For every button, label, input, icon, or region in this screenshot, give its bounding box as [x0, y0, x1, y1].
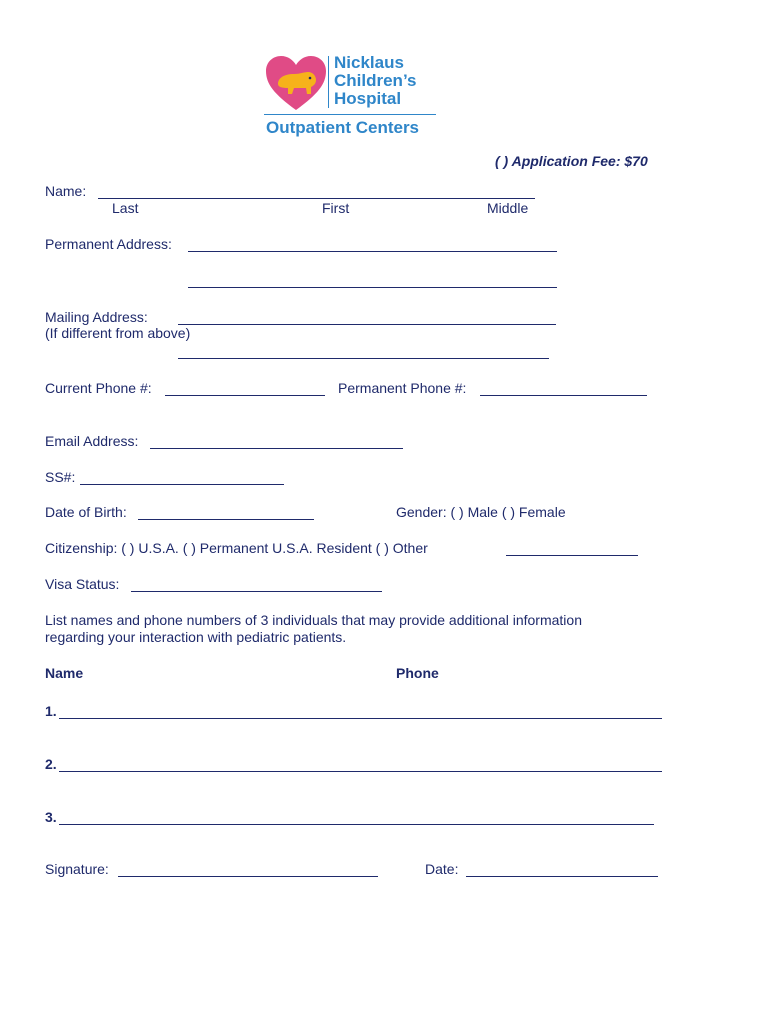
current-phone-line[interactable]: [165, 380, 325, 396]
citizenship-other-line[interactable]: [506, 540, 638, 556]
date-line[interactable]: [466, 861, 658, 877]
mailing-address-line-1[interactable]: [178, 309, 556, 325]
permanent-phone-label: Permanent Phone #:: [338, 380, 467, 396]
permanent-phone-line[interactable]: [480, 380, 647, 396]
visa-status-label: Visa Status:: [45, 576, 120, 592]
reference-3-label: 3.: [45, 809, 57, 825]
current-phone-label: Current Phone #:: [45, 380, 152, 396]
permanent-address-line-2[interactable]: [188, 272, 557, 288]
reference-2-line[interactable]: [59, 756, 662, 772]
permanent-address-line-1[interactable]: [188, 236, 557, 252]
visa-status-line[interactable]: [131, 576, 382, 592]
application-fee: ( ) Application Fee: $70: [495, 153, 648, 169]
logo-line-2: Children’s: [334, 71, 417, 90]
ss-line[interactable]: [80, 469, 284, 485]
ss-label: SS#:: [45, 469, 76, 485]
citizenship-options[interactable]: Citizenship: ( ) U.S.A. ( ) Permanent U.S.A. Resident ( ) Other: [45, 540, 428, 556]
name-line[interactable]: [98, 183, 535, 199]
reference-1-label: 1.: [45, 703, 57, 719]
signature-line[interactable]: [118, 861, 378, 877]
email-label: Email Address:: [45, 433, 139, 449]
email-line[interactable]: [150, 433, 403, 449]
mailing-address-label: Mailing Address:: [45, 309, 148, 325]
dob-label: Date of Birth:: [45, 504, 127, 520]
logo-line-3: Hospital: [334, 89, 402, 108]
signature-label: Signature:: [45, 861, 109, 877]
mailing-address-note: (If different from above): [45, 325, 191, 341]
logo-divider: [328, 56, 329, 108]
permanent-address-label: Permanent Address:: [45, 236, 172, 252]
hospital-logo: [264, 52, 439, 144]
last-label: Last: [112, 200, 139, 216]
mailing-address-line-2[interactable]: [178, 343, 549, 359]
dob-line[interactable]: [138, 504, 314, 520]
reference-2-label: 2.: [45, 756, 57, 772]
first-label: First: [322, 200, 350, 216]
heart-bear-icon: [264, 54, 328, 112]
reference-1-line[interactable]: [59, 703, 662, 719]
references-instructions-2: regarding your interaction with pediatric patients.: [45, 629, 347, 645]
references-phone-header: Phone: [396, 665, 439, 681]
gender-options[interactable]: Gender: ( ) Male ( ) Female: [396, 504, 566, 520]
references-name-header: Name: [45, 665, 84, 681]
logo-subtitle: Outpatient Centers: [266, 118, 420, 137]
name-label: Name:: [45, 183, 87, 199]
reference-3-line[interactable]: [59, 809, 654, 825]
date-label: Date:: [425, 861, 459, 877]
references-instructions-1: List names and phone numbers of 3 individuals that may provide additional information: [45, 612, 582, 628]
logo-line-1: Nicklaus: [334, 53, 404, 72]
middle-label: Middle: [487, 200, 529, 216]
logo-rule: [264, 114, 436, 115]
